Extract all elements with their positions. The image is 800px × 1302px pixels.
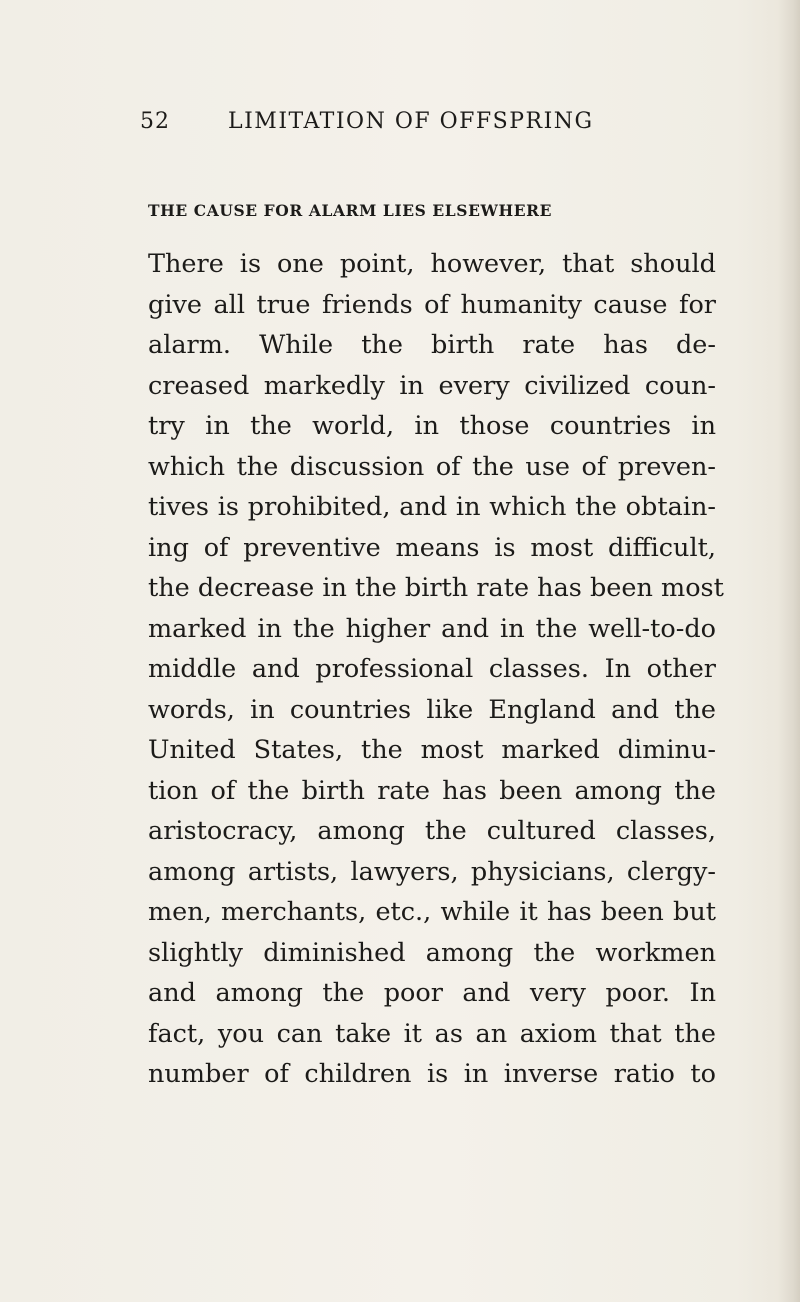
text-line: which the discussion of the use of preven- [148, 451, 716, 482]
text-line: tives is prohibited, and in which the obtain- [148, 492, 716, 522]
body-paragraph [148, 244, 724, 1095]
text-line: slightly diminished among the workmen [148, 937, 716, 968]
text-line: alarm. While the birth rate has de- [148, 330, 716, 360]
text-line: middle and professional classes. In other [148, 654, 716, 684]
text-line: fact, you can take it as an axiom that the [148, 1018, 716, 1049]
text-line: among artists, lawyers, physicians, clergy- [148, 856, 716, 887]
running-title: LIMITATION OF OFFSPRING [228, 109, 594, 134]
text-line: the decrease in the birth rate has been most [148, 573, 724, 603]
text-line: aristocracy, among the cultured classes, [148, 816, 716, 846]
text-line: and among the poor and very poor. In [148, 978, 716, 1008]
running-head [140, 102, 660, 142]
text-line: United States, the most marked diminu- [148, 735, 716, 765]
text-line: number of children is in inverse ratio to [148, 1059, 716, 1089]
page-number: 52 [140, 109, 170, 134]
text-line: words, in countries like England and the [148, 694, 716, 725]
text-line: marked in the higher and in the well-to-do [148, 613, 716, 644]
text-line: men, merchants, etc., while it has been but [148, 897, 716, 927]
text-line: try in the world, in those countries in [148, 411, 716, 441]
text-line: give all true friends of humanity cause for [148, 289, 716, 320]
text-line: There is one point, however, that should [148, 249, 716, 279]
page-edge-shadow [778, 0, 800, 1302]
text-line: creased markedly in every civilized coun- [148, 370, 716, 401]
text-line: ing of preventive means is most difficult, [148, 532, 716, 563]
section-heading: THE CAUSE FOR ALARM LIES ELSEWHERE [148, 201, 553, 220]
text-line: tion of the birth rate has been among the [148, 775, 716, 806]
